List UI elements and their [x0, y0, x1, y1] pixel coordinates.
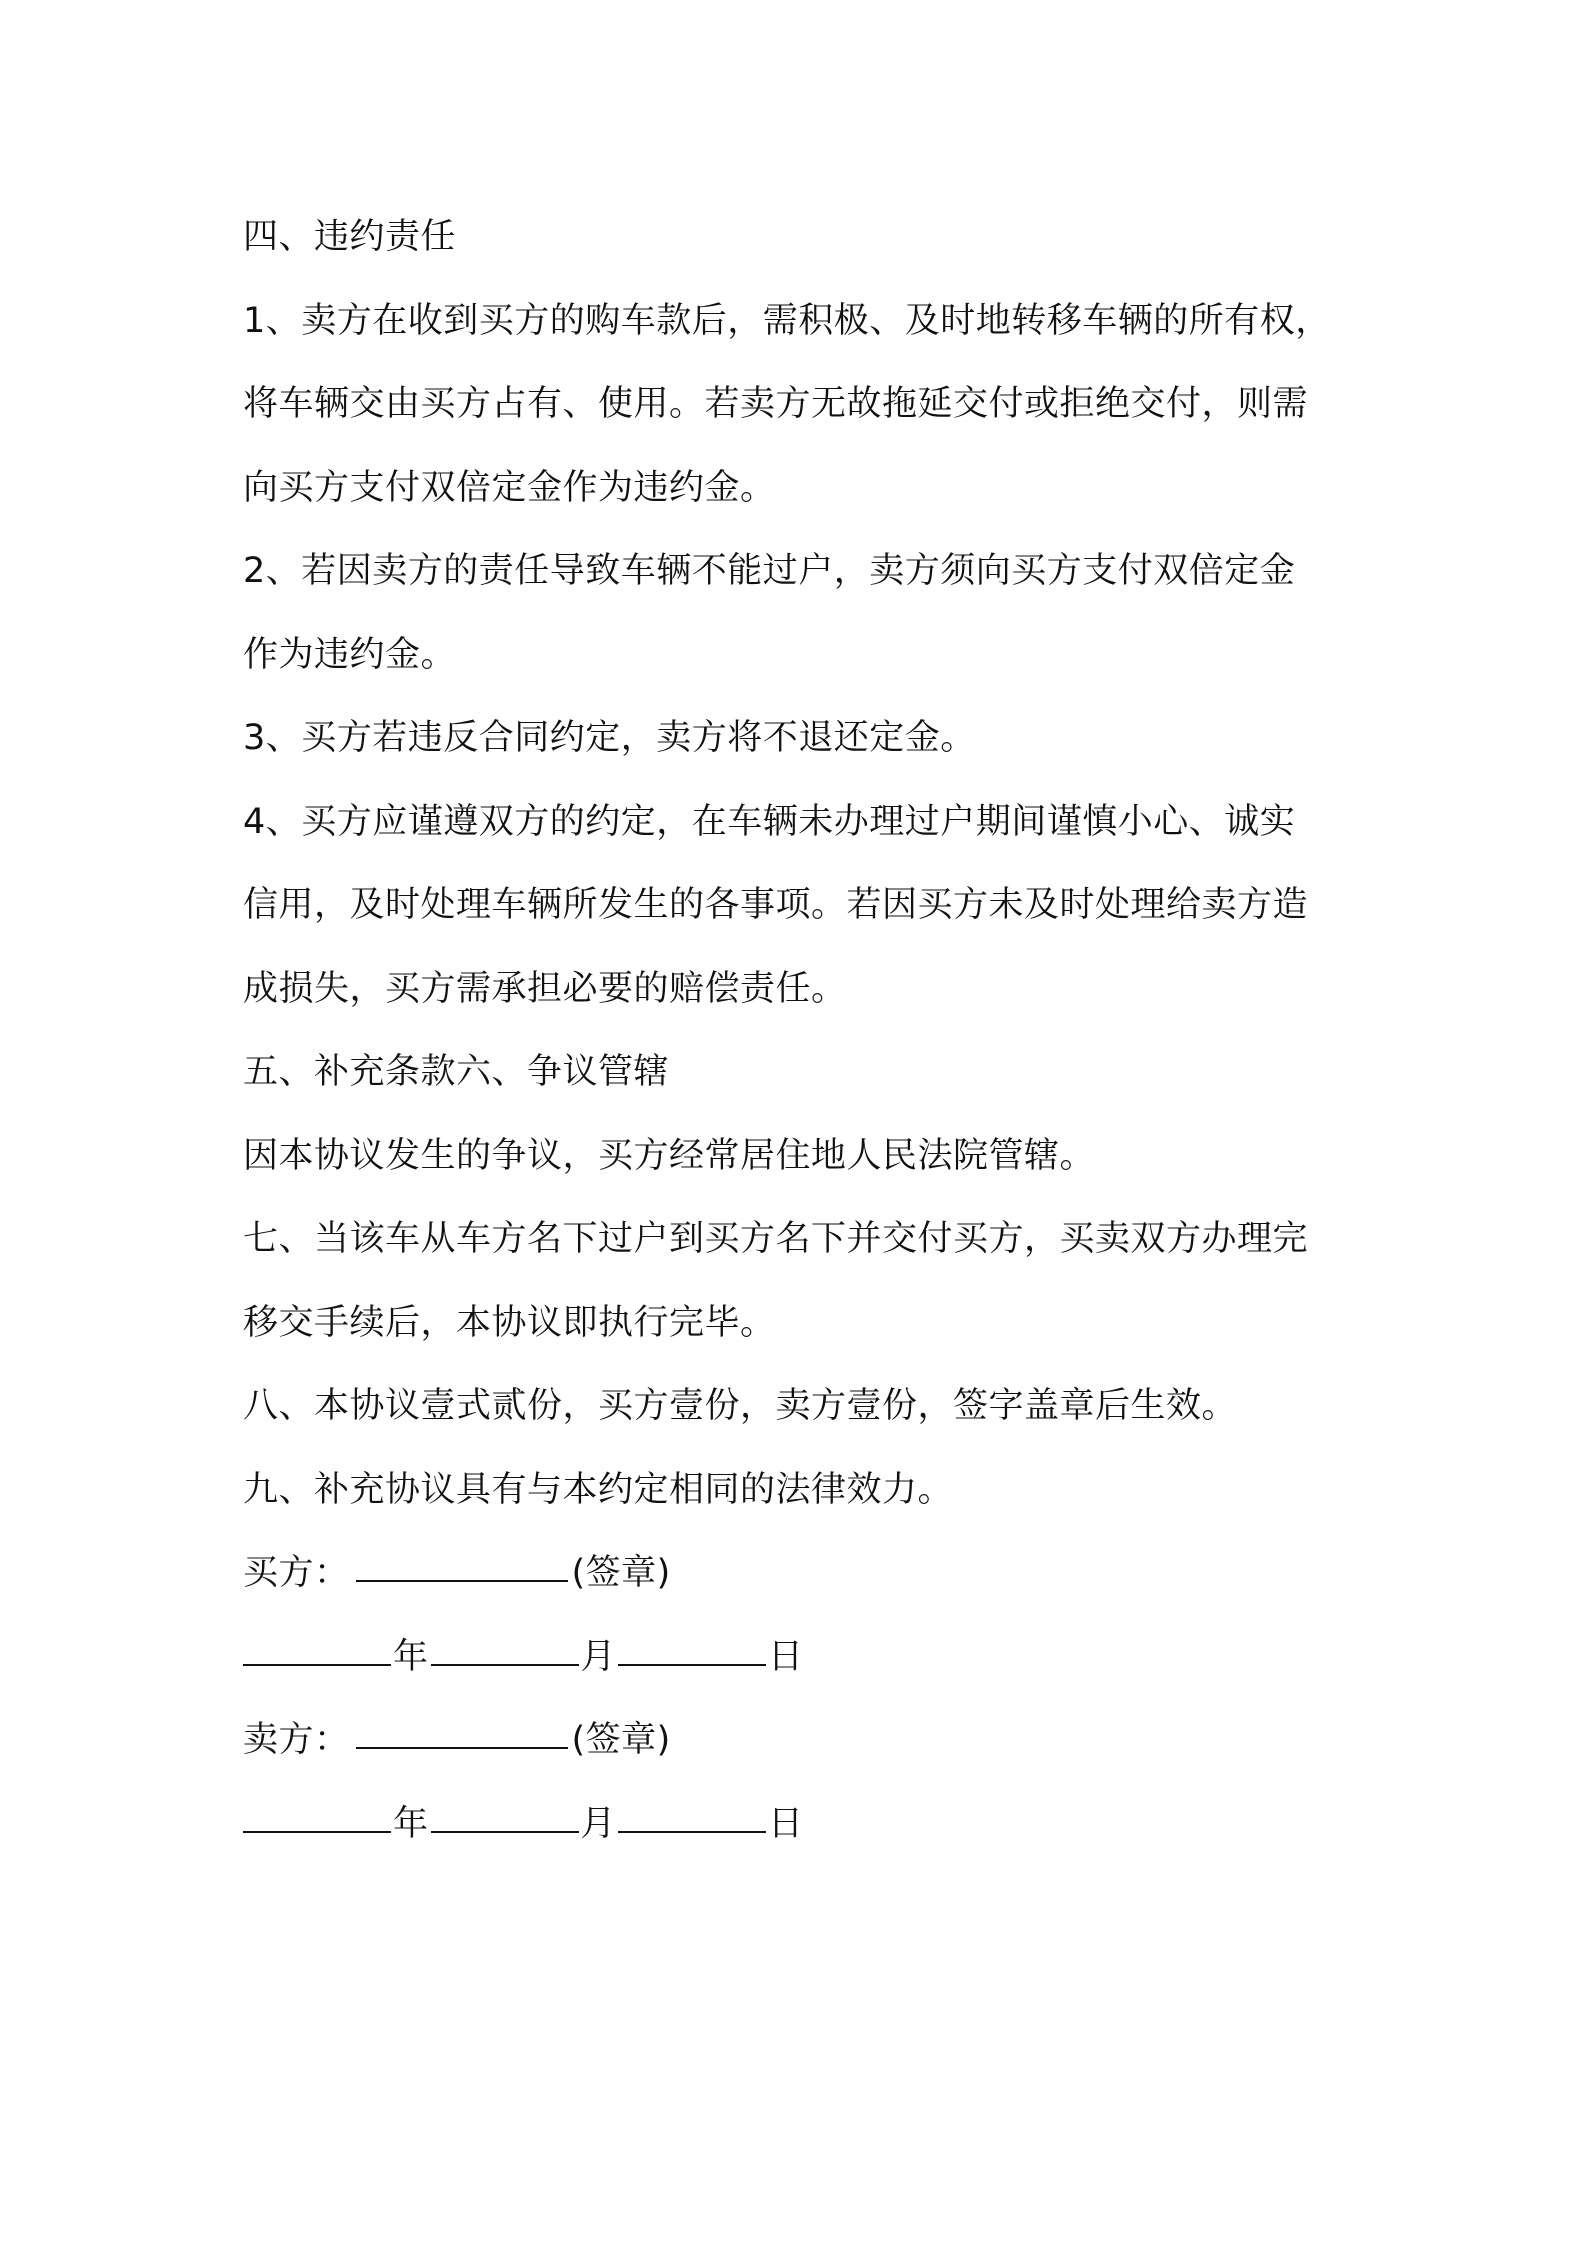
clause-3: 3、买方若违反合同约定，卖方将不退还定金。 — [243, 718, 976, 758]
buyer-year-label: 年 — [393, 1636, 429, 1677]
section-4-heading: 四、违约责任 — [243, 217, 457, 257]
section-7-line-1: 七、当该车从车方名下过户到买方名下并交付买方，买卖双方办理完 — [243, 1219, 1309, 1259]
buyer-label: 买方： — [243, 1553, 350, 1593]
buyer-year-blank[interactable] — [243, 1634, 391, 1666]
section-8: 八、本协议壹式贰份，买方壹份，卖方壹份，签字盖章后生效。 — [243, 1386, 1238, 1426]
clause-1-line-1: 1、卖方在收到买方的购车款后，需积极、及时地转移车辆的所有权， — [243, 300, 1331, 341]
document-body — [243, 196, 1373, 1866]
buyer-month-blank[interactable] — [431, 1634, 579, 1666]
seller-year-blank[interactable] — [243, 1801, 391, 1833]
clause-2-line-1: 2、若因卖方的责任导致车辆不能过户，卖方须向买方支付双倍定金 — [243, 551, 1296, 591]
seller-signature-row — [243, 1699, 1373, 1783]
section-9: 九、补充协议具有与本约定相同的法律效力。 — [243, 1469, 954, 1510]
clause-1-line-2: 将车辆交由买方占有、使用。若卖方无故拖延交付或拒绝交付，则需 — [243, 384, 1309, 424]
clause-4-line-3: 成损失，买方需承担必要的赔偿责任。 — [243, 968, 847, 1009]
buyer-signature-row — [243, 1532, 1373, 1616]
seller-seal-label: (签章) — [571, 1720, 671, 1760]
seller-label: 卖方： — [243, 1720, 350, 1760]
clause-4-line-2: 信用，及时处理车辆所发生的各事项。若因买方未及时处理给卖方造 — [243, 885, 1309, 925]
buyer-date-row — [243, 1616, 1373, 1700]
seller-month-label: 月 — [580, 1803, 617, 1844]
clause-1-line-3: 向买方支付双倍定金作为违约金。 — [243, 467, 776, 508]
buyer-day-label: 日 — [768, 1636, 804, 1677]
buyer-signature-blank[interactable] — [356, 1550, 568, 1582]
seller-day-label: 日 — [768, 1803, 804, 1844]
seller-signature-blank[interactable] — [356, 1717, 568, 1749]
jurisdiction-clause: 因本协议发生的争议，买方经常居住地人民法院管辖。 — [243, 1135, 1096, 1176]
section-7-line-2: 移交手续后，本协议即执行完毕。 — [243, 1302, 776, 1343]
seller-date-row — [243, 1783, 1373, 1867]
seller-month-blank[interactable] — [431, 1801, 579, 1833]
seller-year-label: 年 — [393, 1803, 429, 1844]
seller-day-blank[interactable] — [618, 1801, 766, 1833]
section-5-6-heading: 五、补充条款六、争议管辖 — [243, 1052, 670, 1092]
buyer-month-label: 月 — [580, 1636, 617, 1677]
buyer-day-blank[interactable] — [618, 1634, 766, 1666]
clause-4-line-1: 4、买方应谨遵双方的约定，在车辆未办理过户期间谨慎小心、诚实 — [243, 801, 1296, 842]
clause-2-line-2: 作为违约金。 — [243, 634, 457, 675]
buyer-seal-label: (签章) — [571, 1553, 671, 1593]
